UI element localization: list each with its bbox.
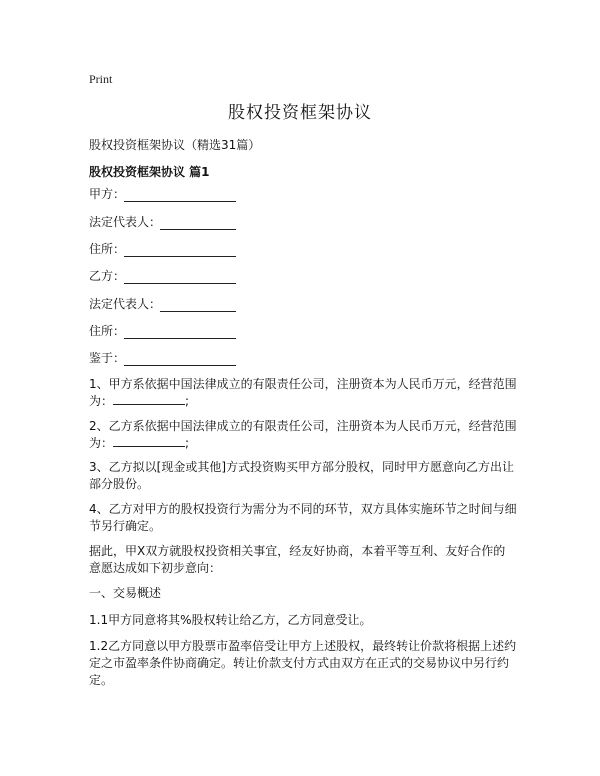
blank-whereas xyxy=(124,365,236,366)
blank-legal-rep-a xyxy=(160,229,236,230)
field-legal-rep-a: 法定代表人： xyxy=(89,215,162,229)
clause-3: 3、乙方拟以[现金或其他]方式投资购买甲方部分股权，同时甲方愿意向乙方出让部分股份。 xyxy=(89,460,515,491)
clause-1-prefix: 为： xyxy=(89,394,114,408)
field-address-b: 住所： xyxy=(89,324,126,338)
field-legal-rep-b: 法定代表人： xyxy=(89,297,162,311)
clause-2-blank xyxy=(113,435,185,447)
field-party-b: 乙方： xyxy=(89,269,126,283)
blank-address-a xyxy=(124,256,236,257)
document-title: 股权投资框架协议 xyxy=(228,103,372,123)
field-party-a: 甲方： xyxy=(89,187,126,201)
section-heading: 股权投资框架协议 篇1 xyxy=(89,165,210,179)
blank-party-b xyxy=(124,283,236,284)
clause-2-line1: 2、乙方系依据中国法律成立的有限责任公司，注册资本为人民币万元，经营范围 xyxy=(89,419,517,433)
clause-4: 4、乙方对甲方的股权投资行为需分为不同的环节，双方具体实施环节之时间与细节另行确定。 xyxy=(89,502,517,533)
print-label: Print xyxy=(89,72,113,86)
field-whereas: 鉴于： xyxy=(89,351,126,365)
clause-2-prefix: 为： xyxy=(89,436,114,450)
clause-2 xyxy=(89,418,517,452)
clause-1-1: 1.1甲方同意将其%股权转让给乙方，乙方同意受让。 xyxy=(89,613,372,627)
section-1-heading: 一、交易概述 xyxy=(89,586,162,600)
clause-1-line1: 1、甲方系依据中国法律成立的有限责任公司，注册资本为人民币万元，经营范围 xyxy=(89,377,517,391)
blank-party-a xyxy=(124,201,236,202)
clause-1-suffix: ; xyxy=(185,394,190,408)
blank-address-b xyxy=(124,338,236,339)
clause-1-2: 1.2乙方同意以甲方股票市盈率倍受让甲方上述股权，最终转让价款将根据上述约定之市盈率条件协商确定。转让价款支付方式由双方在正式的交易协议中另行约定。 xyxy=(89,639,517,687)
intro-paragraph: 据此，甲X双方就股权投资相关事宜，经友好协商，本着平等互利、友好合作的意愿达成如下初步意向： xyxy=(89,544,506,575)
field-address-a: 住所： xyxy=(89,242,126,256)
blank-legal-rep-b xyxy=(160,311,236,312)
clause-1-blank xyxy=(113,393,185,405)
clause-1 xyxy=(89,376,517,410)
document-subtitle: 股权投资框架协议（精选31篇） xyxy=(89,138,261,152)
clause-2-suffix: ; xyxy=(185,436,190,450)
